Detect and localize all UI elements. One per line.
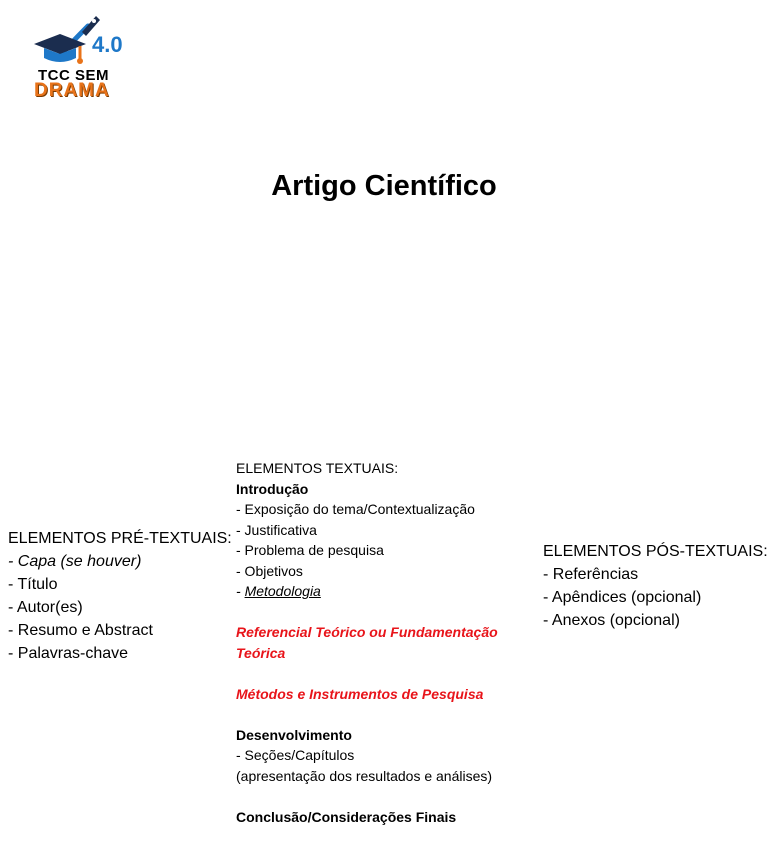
list-item: - Resumo e Abstract	[8, 622, 153, 639]
list-item: - Título	[8, 576, 58, 593]
list-item: - Metodologia	[236, 583, 321, 599]
graduation-rocket-icon	[30, 14, 140, 74]
list-item: - Anexos (opcional)	[543, 612, 680, 629]
spacer	[236, 663, 498, 684]
referencial-line-2: Teórica	[236, 644, 286, 661]
list-item: - Capa (se houver)	[8, 553, 142, 570]
capa-label: Capa	[17, 553, 57, 570]
list-item: - Autor(es)	[8, 599, 83, 616]
textual-heading: ELEMENTOS TEXTUAIS:	[236, 460, 399, 476]
list-item: - Referências	[543, 566, 639, 583]
list-item: - Objetivos	[236, 562, 303, 579]
capa-note: (se houver)	[56, 553, 142, 570]
list-item: - Justificativa	[236, 521, 317, 538]
page-title: Artigo Científico	[271, 170, 497, 202]
logo-text-top: TCC SEM	[38, 67, 109, 84]
metodologia-label: Metodologia	[244, 583, 321, 599]
list-item: - Apêndices (opcional)	[543, 589, 702, 606]
logo-text-bottom: DRAMA	[34, 80, 110, 101]
post-textual-heading: ELEMENTOS PÓS-TEXTUAIS:	[543, 543, 768, 560]
metodos-label: Métodos e Instrumentos de Pesquisa	[236, 685, 484, 702]
logo	[30, 14, 140, 100]
list-item: - Palavras-chave	[8, 645, 129, 662]
conclusao-label: Conclusão/Considerações Finais	[236, 808, 457, 825]
spacer	[236, 786, 498, 807]
referencial-line-1: Referencial Teórico ou Fundamentação	[236, 624, 498, 640]
list-item: - Exposição do tema/Contextualização	[236, 501, 475, 517]
pre-textual-section	[8, 527, 232, 665]
textual-section	[236, 458, 498, 827]
desenvolvimento-title: Desenvolvimento	[236, 726, 352, 743]
spacer	[236, 704, 498, 725]
spacer	[236, 602, 498, 623]
post-textual-section	[543, 540, 768, 632]
list-item: - Seções/Capítulos	[236, 747, 355, 763]
intro-title: Introdução	[236, 480, 309, 497]
pre-textual-heading: ELEMENTOS PRÉ-TEXTUAIS:	[8, 530, 232, 547]
list-item: - Problema de pesquisa	[236, 542, 384, 558]
list-item: (apresentação dos resultados e análises)	[236, 767, 493, 784]
logo-number: 4.0	[92, 32, 123, 57]
